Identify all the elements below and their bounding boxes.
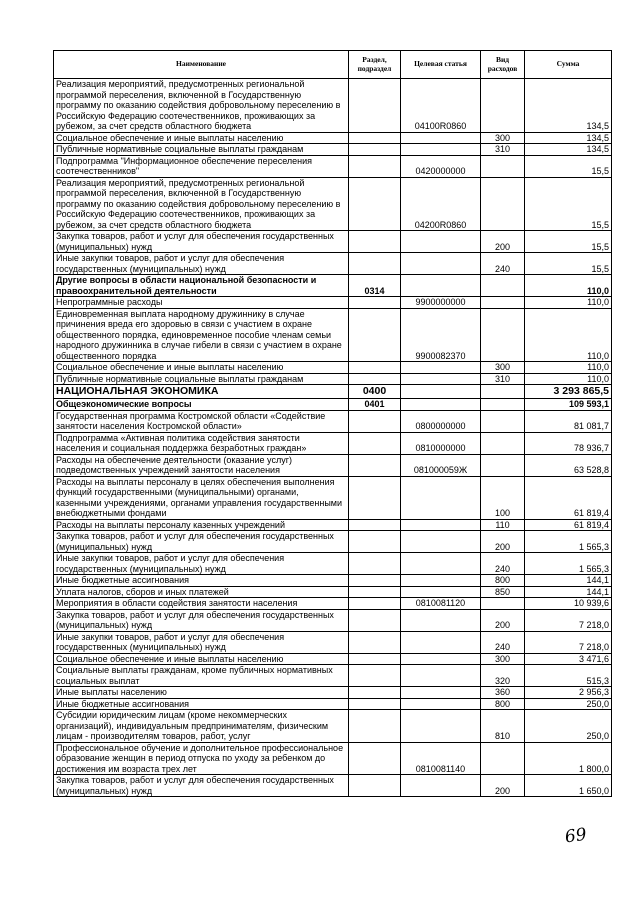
row-type: 800 [481,575,525,587]
table-row [54,253,612,275]
row-sum: 7 218,0 [525,631,612,653]
row-target [401,519,481,531]
row-target [401,476,481,519]
row-target [401,399,481,411]
row-section [349,665,401,687]
row-sum: 1 650,0 [525,775,612,797]
header-name: Наименование [54,51,349,79]
row-name: Публичные нормативные социальные выплаты гражданам [54,373,349,385]
row-name: Публичные нормативные социальные выплаты гражданам [54,144,349,156]
row-name: Иные закупки товаров, работ и услуг для обеспечения государственных (муниципальных) нужд [54,253,349,275]
row-name: Закупка товаров, работ и услуг для обеспечения государственных (муниципальных) нужд [54,609,349,631]
row-name: Социальные выплаты гражданам, кроме публичных нормативных социальных выплат [54,665,349,687]
row-target [401,698,481,710]
table-row [54,308,612,362]
row-section [349,531,401,553]
row-target [401,385,481,399]
row-type: 200 [481,531,525,553]
row-sum: 109 593,1 [525,399,612,411]
row-name: Иные выплаты населению [54,687,349,699]
row-type: 320 [481,665,525,687]
row-type: 200 [481,775,525,797]
table-row [54,432,612,454]
row-target [401,775,481,797]
row-target [401,687,481,699]
row-section [349,698,401,710]
header-target: Целевая статья [401,51,481,79]
table-row [54,519,612,531]
row-target: 0420000000 [401,155,481,177]
row-target [401,631,481,653]
row-type [481,410,525,432]
row-type: 240 [481,253,525,275]
row-type: 300 [481,362,525,374]
table-row [54,653,612,665]
row-sum: 110,0 [525,373,612,385]
row-target [401,275,481,297]
row-sum: 515,3 [525,665,612,687]
table-body [54,79,612,797]
table-row [54,132,612,144]
row-section [349,432,401,454]
row-name: Общеэкономические вопросы [54,399,349,411]
row-type [481,297,525,309]
row-sum: 144,1 [525,586,612,598]
row-type [481,454,525,476]
row-type: 310 [481,144,525,156]
row-target [401,132,481,144]
row-name: Другие вопросы в области национальной безопасности и правоохранительной деятельности [54,275,349,297]
row-name: Профессиональное обучение и дополнительное профессиональное образование женщин в период отпуска по уходу за ребенком до достижения им возраста трех лет [54,742,349,775]
row-type [481,177,525,231]
row-sum: 78 936,7 [525,432,612,454]
row-type: 360 [481,687,525,699]
row-sum: 15,5 [525,155,612,177]
row-section [349,373,401,385]
row-type: 300 [481,653,525,665]
row-section [349,144,401,156]
row-section [349,308,401,362]
table-row [54,609,612,631]
row-section [349,609,401,631]
row-section [349,362,401,374]
row-section: 0314 [349,275,401,297]
table-row [54,79,612,133]
row-target [401,586,481,598]
row-target: 0810000000 [401,432,481,454]
row-target [401,362,481,374]
row-name: Расходы на выплаты персоналу в целях обеспечения выполнения функций государственными (муниципальными) органами, казенными учреждениями, органами управления государственными внебюджетными фондами [54,476,349,519]
table-row [54,698,612,710]
row-type [481,399,525,411]
row-section [349,79,401,133]
row-sum: 81 081,7 [525,410,612,432]
row-sum: 1 565,3 [525,553,612,575]
row-sum: 61 819,4 [525,519,612,531]
row-type: 240 [481,631,525,653]
table-row [54,476,612,519]
row-name: Мероприятия в области содействия занятости населения [54,598,349,610]
row-sum: 3 293 865,5 [525,385,612,399]
row-type [481,79,525,133]
header-sum: Сумма [525,51,612,79]
row-target: 9900082370 [401,308,481,362]
row-section [349,297,401,309]
table-row [54,144,612,156]
row-name: Субсидии юридическим лицам (кроме некоммерческих организаций), индивидуальным предпринимателям, физическим лицам - производителям товаров, работ, услуг [54,710,349,743]
table-row [54,631,612,653]
table-row [54,385,612,399]
row-section [349,177,401,231]
row-name: Непрограммные расходы [54,297,349,309]
table-row [54,297,612,309]
table-row [54,531,612,553]
row-target: 0810081140 [401,742,481,775]
row-sum: 61 819,4 [525,476,612,519]
row-sum: 2 956,3 [525,687,612,699]
table-row [54,665,612,687]
table-row [54,710,612,743]
row-target: 0800000000 [401,410,481,432]
row-sum: 134,5 [525,132,612,144]
row-section [349,631,401,653]
row-type: 800 [481,698,525,710]
table-row [54,231,612,253]
row-name: Подпрограмма "Информационное обеспечение переселения соотечественников" [54,155,349,177]
header-section: Раздел, подраздел [349,51,401,79]
row-type: 200 [481,609,525,631]
table-row [54,553,612,575]
row-name: Иные бюджетные ассигнования [54,698,349,710]
row-target [401,253,481,275]
row-section [349,687,401,699]
row-target [401,665,481,687]
row-sum: 3 471,6 [525,653,612,665]
row-name: Социальное обеспечение и иные выплаты населению [54,362,349,374]
row-sum: 1 800,0 [525,742,612,775]
table-row [54,742,612,775]
row-section [349,598,401,610]
table-row [54,177,612,231]
row-sum: 63 528,8 [525,454,612,476]
row-name: Социальное обеспечение и иные выплаты населению [54,132,349,144]
row-section [349,155,401,177]
row-target [401,231,481,253]
row-type: 110 [481,519,525,531]
row-type [481,308,525,362]
table-row [54,410,612,432]
row-type: 240 [481,553,525,575]
row-sum: 250,0 [525,710,612,743]
row-section [349,575,401,587]
row-sum: 15,5 [525,177,612,231]
row-sum: 7 218,0 [525,609,612,631]
table-row [54,575,612,587]
table-row [54,399,612,411]
row-name: Социальное обеспечение и иные выплаты населению [54,653,349,665]
row-target: 04100R0860 [401,79,481,133]
row-sum: 134,5 [525,79,612,133]
row-name: Единовременная выплата народному дружиннику в случае причинения вреда его здоровью в связи с участием в охране общественного порядка, единовременное пособие членам семьи народного дружинника в случае гибели в связи с участием в охране общественного порядка [54,308,349,362]
row-type [481,275,525,297]
page-number: 69 [563,824,588,848]
header-type: Вид расходов [481,51,525,79]
row-target [401,575,481,587]
row-target [401,373,481,385]
row-type: 200 [481,231,525,253]
row-target [401,710,481,743]
row-target [401,553,481,575]
row-name: Иные закупки товаров, работ и услуг для обеспечения государственных (муниципальных) нужд [54,553,349,575]
row-name: Расходы на обеспечение деятельности (оказание услуг) подведомственных учреждений занятости населения [54,454,349,476]
row-sum: 15,5 [525,231,612,253]
row-sum: 134,5 [525,144,612,156]
table-row [54,598,612,610]
row-sum: 10 939,6 [525,598,612,610]
row-type: 850 [481,586,525,598]
row-type: 310 [481,373,525,385]
row-section [349,476,401,519]
table-row [54,775,612,797]
row-target [401,653,481,665]
row-name: Расходы на выплаты персоналу казенных учреждений [54,519,349,531]
row-name: Иные закупки товаров, работ и услуг для обеспечения государственных (муниципальных) нужд [54,631,349,653]
row-section [349,410,401,432]
row-name: Уплата налогов, сборов и иных платежей [54,586,349,598]
row-section [349,710,401,743]
row-sum: 15,5 [525,253,612,275]
row-section [349,132,401,144]
row-name: Реализация мероприятий, предусмотренных региональной программой переселения, включенной в Государственную программу по оказанию содействия добровольному переселению в Российскую Федерацию соотечественников, проживающих за рубежом, за счет средств областного бюджета [54,177,349,231]
row-target: 04200R0860 [401,177,481,231]
row-sum: 250,0 [525,698,612,710]
row-target: 081000059Ж [401,454,481,476]
row-name: Подпрограмма «Активная политика содействия занятости населения и социальная поддержка безработных граждан» [54,432,349,454]
row-name: Закупка товаров, работ и услуг для обеспечения государственных (муниципальных) нужд [54,531,349,553]
row-name: Государственная программа Костромской области «Содействие занятости населения Костромской области» [54,410,349,432]
row-type [481,742,525,775]
row-sum: 110,0 [525,275,612,297]
row-sum: 110,0 [525,362,612,374]
row-type: 300 [481,132,525,144]
row-type [481,385,525,399]
row-name: НАЦИОНАЛЬНАЯ ЭКОНОМИКА [54,385,349,399]
row-section: 0401 [349,399,401,411]
row-target [401,531,481,553]
table-row [54,373,612,385]
row-target [401,609,481,631]
row-section [349,742,401,775]
row-section [349,653,401,665]
row-type: 100 [481,476,525,519]
row-target [401,144,481,156]
row-type: 810 [481,710,525,743]
row-section [349,253,401,275]
row-section [349,454,401,476]
row-name: Иные бюджетные ассигнования [54,575,349,587]
row-sum: 1 565,3 [525,531,612,553]
row-target: 9900000000 [401,297,481,309]
row-name: Закупка товаров, работ и услуг для обеспечения государственных (муниципальных) нужд [54,231,349,253]
header-row [54,51,612,79]
row-sum: 110,0 [525,308,612,362]
table-row [54,586,612,598]
row-type [481,432,525,454]
row-section [349,553,401,575]
row-section: 0400 [349,385,401,399]
budget-table [53,50,612,797]
row-section [349,519,401,531]
row-target: 0810081120 [401,598,481,610]
row-sum: 144,1 [525,575,612,587]
table-row [54,687,612,699]
row-name: Реализация мероприятий, предусмотренных региональной программой переселения, включенной в Государственную программу по оказанию содействия добровольному переселению в Российскую Федерацию соотечественников, проживающих за рубежом, за счет средств областного бюджета [54,79,349,133]
row-section [349,231,401,253]
row-type [481,598,525,610]
table-row [54,275,612,297]
table-row [54,362,612,374]
row-name: Закупка товаров, работ и услуг для обеспечения государственных (муниципальных) нужд [54,775,349,797]
row-section [349,586,401,598]
table-row [54,155,612,177]
row-type [481,155,525,177]
row-sum: 110,0 [525,297,612,309]
table-row [54,454,612,476]
row-section [349,775,401,797]
